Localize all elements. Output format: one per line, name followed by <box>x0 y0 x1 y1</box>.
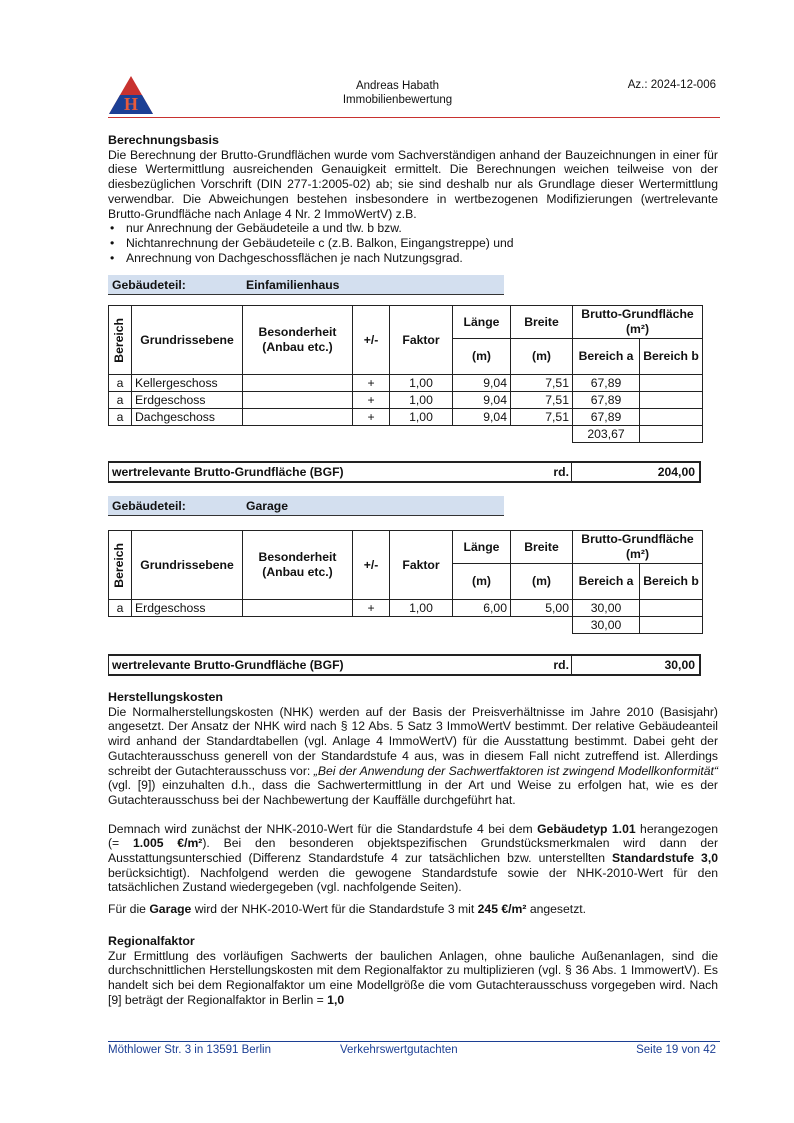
list-item: • nur Anrechnung der Gebäudeteile a und tlw. b bzw. <box>108 221 718 236</box>
author-name: Andreas Habath <box>355 80 440 92</box>
footer-address: Möthlower Str. 3 in 13591 Berlin <box>108 1044 272 1056</box>
bgf-rd: rd. <box>553 658 569 672</box>
table-row: a Dachgeschoss + 1,00 9,04 7,51 67,89 <box>109 409 703 426</box>
section-title: Berechnungsbasis <box>108 133 219 147</box>
building-section-header <box>108 496 504 516</box>
herstellungskosten-paragraph-2: Demnach wird zunächst der NHK-2010-Wert für die Standardstufe 4 bei dem Gebäudetyp 1.01 herangezogen (= 1.005 €/m²). Bei den besonderen objektspezifischen Grundstücksmerkmalen wird dann der Ausstattungsunterschied (Differenz Standardstufe 4 zur tatsächlichen bzw. unterstellten Standardstufe 3,0 berücksichtigt). Nachfolgend werden die gewogene Standardstufe sowie der NHK-2010-Wert für den tatsächlichen Zustand wiedergegeben (vgl. nachfolgende Seiten). <box>108 821 718 895</box>
building-name: Garage <box>246 499 289 513</box>
berechnungsbasis-text: Die Berechnung der Brutto-Grundflächen wurde vom Sachverständigen anhand der Bauzeichnungen in einer für diese Wertermittlung ausreichenden Genauigkeit ermittelt. Die Berechnungen weichen teilweise von der diesbezüglichen Vorschrift (DIN 277-1:2005-02) ab; sie sind deshalb nur als Grundlage dieser Wertermittlung verwendbar. Die Abweichungen bestehen insbesondere in wertbezogenen Modifizierungen (wertrelevante Brutto-Grundfläche nach Anlage 4 Nr. 2 ImmoWertV) z.B. <box>108 147 718 221</box>
col-plusminus: +/- <box>353 306 390 375</box>
building-label: Gebäudeteil: <box>112 499 186 513</box>
col-bereich-b: Bereich b <box>640 339 703 375</box>
header-center <box>300 79 495 107</box>
svg-text:H: H <box>123 94 139 114</box>
bgf-rd: rd. <box>553 465 569 479</box>
herstellungskosten-paragraph-1: Die Normalherstellungskosten (NHK) werden auf der Basis der Preisverhältnisse im Jahre 2010 (Basisjahr) angesetzt. Der Ansatz der NHK wird nach § 12 Abs. 5 Satz 3 ImmoWertV bestimmt. Der relative Gebäudeanteil wird anhand der Standardtabellen (vgl. Anlage 4 ImmoWertV) für die Ausstattung bestimmt. Dabei geht der Gutachterausschuss generell von der Standardstufe 4 aus, was in diesem Fall nicht zutreffend ist. Allerdings schreibt der Gutachterausschuss vor: „Bei der Anwendung der Sachwertfaktoren ist zwingend Modellkonformität“ (vgl. [9]) einzuhalten d.h., dass die Sachwertermittlung in der Art und Weise zu erfolgen hat, wie es der Gutachterausschuss bei der Nachbewertung der Kauffälle durchgeführt hat. <box>108 704 718 807</box>
col-faktor: Faktor <box>390 306 453 375</box>
building-section-header <box>108 275 504 295</box>
col-laenge: Länge <box>453 306 511 339</box>
col-besonderheit: Besonderheit (Anbau etc.) <box>243 306 353 375</box>
sum-row <box>109 426 703 443</box>
regionalfaktor-text: Zur Ermittlung des vorläufigen Sachwerts der baulichen Anlagen, ohne bauliche Außenanlagen, sind die durchschnittlichen Herstellungskosten mit dem Regionalfaktor zu multiplizieren (vgl. § 36 Abs. 1 ImmowertV). Es handelt sich bei dem Regionalfaktor um eine Modellgröße die vom Gutachterausschuss vorgegeben wird. Nach [9] beträgt der Regionalfaktor in Berlin = 1,0 <box>108 948 718 1007</box>
bgf-table-garage <box>108 530 703 634</box>
col-grundrissebene: Grundrissebene <box>132 531 243 600</box>
unit-breite: (m) <box>511 564 573 600</box>
company-logo <box>108 75 154 115</box>
footer-divider <box>108 1041 720 1042</box>
col-laenge: Länge <box>453 531 511 564</box>
header-divider <box>108 117 720 118</box>
table-row: a Kellergeschoss + 1,00 9,04 7,51 67,89 <box>109 375 703 392</box>
herstellungskosten-paragraph-3: Für die Garage wird der NHK-2010-Wert für die Standardstufe 3 mit 245 €/m² angesetzt. <box>108 902 587 917</box>
col-breite: Breite <box>511 531 573 564</box>
list-item: • Anrechnung von Dachgeschossflächen je nach Nutzungsgrad. <box>108 251 718 266</box>
col-faktor: Faktor <box>390 531 453 600</box>
sum-bereich-a: 30,00 <box>573 617 640 634</box>
col-bereich-a: Bereich a <box>573 339 640 375</box>
bgf-total-einfamilienhaus <box>108 461 701 483</box>
herstellungskosten-section <box>108 690 718 917</box>
table-row: a Erdgeschoss + 1,00 9,04 7,51 67,89 <box>109 392 703 409</box>
col-bgf: Brutto-Grundfläche (m²) <box>573 531 703 564</box>
reference-number: Az.: 2024-12-006 <box>627 79 716 91</box>
footer-page-number: Seite 19 von 42 <box>636 1044 716 1056</box>
sum-bereich-a: 203,67 <box>573 426 640 443</box>
unit-laenge: (m) <box>453 564 511 600</box>
col-bereich-b: Bereich b <box>640 564 703 600</box>
berechnungsbasis-section <box>108 133 718 266</box>
footer-document-title: Verkehrswertgutachten <box>340 1044 458 1056</box>
section-title: Regionalfaktor <box>108 934 195 948</box>
building-name: Einfamilienhaus <box>246 278 340 292</box>
bgf-total-garage <box>108 654 701 676</box>
unit-breite: (m) <box>511 339 573 375</box>
bgf-label: wertrelevante Brutto-Grundfläche (BGF) <box>112 658 344 672</box>
list-item: • Nichtanrechnung der Gebäudeteile c (z.B. Balkon, Eingangstreppe) und <box>108 236 718 251</box>
sum-row <box>109 617 703 634</box>
col-bereich: Bereich <box>109 306 132 375</box>
regionalfaktor-section <box>108 934 718 1008</box>
bgf-value: 30,00 <box>664 658 695 672</box>
col-plusminus: +/- <box>353 531 390 600</box>
section-title: Herstellungskosten <box>108 690 223 704</box>
bgf-value: 204,00 <box>657 465 695 479</box>
bgf-label: wertrelevante Brutto-Grundfläche (BGF) <box>112 465 344 479</box>
building-label: Gebäudeteil: <box>112 278 186 292</box>
col-breite: Breite <box>511 306 573 339</box>
bullet-list <box>108 221 718 266</box>
bgf-table-einfamilienhaus <box>108 305 703 443</box>
col-bereich: Bereich <box>109 531 132 600</box>
unit-laenge: (m) <box>453 339 511 375</box>
col-grundrissebene: Grundrissebene <box>132 306 243 375</box>
col-bereich-a: Bereich a <box>573 564 640 600</box>
col-bgf: Brutto-Grundfläche (m²) <box>573 306 703 339</box>
col-besonderheit: Besonderheit (Anbau etc.) <box>243 531 353 600</box>
author-subtitle: Immobilienbewertung <box>342 94 453 106</box>
table-row: a Erdgeschoss + 1,00 6,00 5,00 30,00 <box>109 600 703 617</box>
